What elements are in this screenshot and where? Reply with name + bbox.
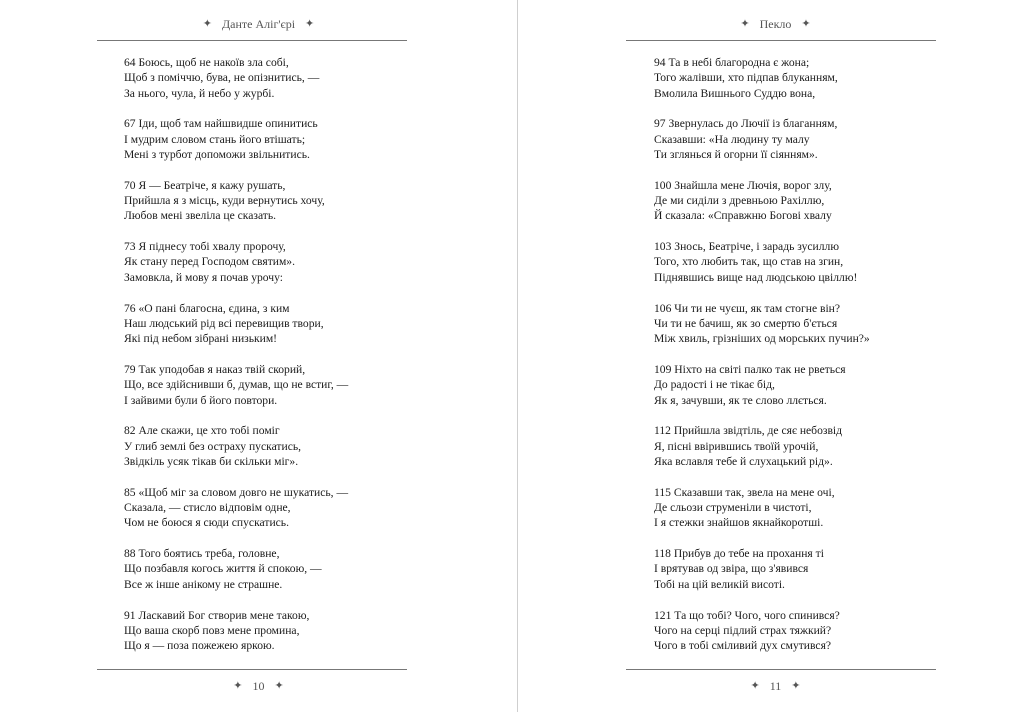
verse-line: 118 Прибув до тебе на прохання ті bbox=[654, 547, 824, 561]
verse-line: Що позбавля когось життя й спокою, — bbox=[124, 562, 322, 576]
verse-line: Мені з турбот допоможи звільнитись. bbox=[124, 147, 310, 161]
verse-line: 106 Чи ти не чуєш, як там стогне він? bbox=[654, 301, 841, 315]
verse-line: 112 Прийшла звідтіль, де сяє небозвід bbox=[654, 424, 843, 438]
verse-line: Яка вславля тебе й слухацький рід». bbox=[654, 454, 833, 468]
tercet bbox=[654, 485, 870, 531]
verse-line: Тобі на цій великій висоті. bbox=[654, 577, 785, 591]
tercet bbox=[654, 362, 870, 408]
verse-line: І врятував од звіра, що з'явився bbox=[654, 562, 809, 576]
verse-line: Щоб з поміччю, бува, не опізнитись, — bbox=[124, 71, 320, 85]
verse-line: Все ж інше анікому не страшне. bbox=[124, 577, 283, 591]
verse-line: Чого на серці підлий страх тяжкий? bbox=[654, 623, 832, 637]
verse-line: Піднявшись вище над людською цвіллю! bbox=[654, 270, 858, 284]
verse-line: Де сльози струменіли в чистоті, bbox=[654, 501, 812, 515]
tercet bbox=[124, 55, 348, 101]
poem-text-right bbox=[654, 55, 870, 669]
ornament-icon: ✦ bbox=[750, 680, 760, 692]
tercet bbox=[654, 301, 870, 347]
verse-line: 100 Знайшла мене Лючія, ворог злу, bbox=[654, 178, 832, 192]
tercet bbox=[654, 423, 870, 469]
running-head-left bbox=[0, 17, 517, 32]
right-page bbox=[517, 0, 1034, 712]
verse-line: Що ваша скорб повз мене промина, bbox=[124, 623, 300, 637]
tercet bbox=[654, 116, 870, 162]
verse-line: 76 «О пані благосна, єдина, з ким bbox=[124, 301, 290, 315]
verse-line: Я, пісні ввірившись твоїй урочій, bbox=[654, 439, 819, 453]
tercet bbox=[124, 423, 348, 469]
verse-line: 64 Боюсь, щоб не накоїв зла собі, bbox=[124, 56, 289, 69]
footer-rule bbox=[626, 669, 936, 670]
verse-line: 109 Ніхто на світі палко так не рветься bbox=[654, 362, 846, 376]
header-rule bbox=[97, 40, 407, 41]
page-number-right bbox=[517, 679, 1034, 694]
verse-line: Вмолила Вишнього Суддю вона, bbox=[654, 86, 816, 100]
verse-line: Наш людський рід всі перевищив твори, bbox=[124, 316, 324, 330]
verse-line: Де ми сиділи з древньою Рахіллю, bbox=[654, 194, 825, 208]
verse-line: До радості і не тікає бід, bbox=[654, 378, 775, 392]
verse-line: Що я — поза пожежею яркою. bbox=[124, 639, 275, 653]
verse-line: Сказала, — стисло відповім одне, bbox=[124, 501, 291, 515]
ornament-icon: ✦ bbox=[801, 18, 811, 30]
tercet bbox=[124, 608, 348, 654]
verse-line: 121 Та що тобі? Чого, чого спинився? bbox=[654, 608, 840, 622]
verse-line: Що, все здійснивши б, думав, що не встиг, — bbox=[124, 378, 349, 392]
verse-line: 70 Я — Беатріче, я кажу рушать, bbox=[124, 178, 286, 192]
page-number-left bbox=[0, 679, 517, 694]
verse-line: 88 Того боятись треба, головне, bbox=[124, 547, 280, 561]
verse-line: 67 Іди, щоб там найшвидше опинитись bbox=[124, 117, 318, 131]
header-rule bbox=[626, 40, 936, 41]
verse-line: Любов мені звеліла це сказать. bbox=[124, 209, 277, 223]
verse-line: Чи ти не бачиш, як зо смертю б'ється bbox=[654, 316, 838, 330]
verse-line: Між хвиль, грізніших од морських пучин?» bbox=[654, 332, 870, 346]
tercet bbox=[654, 546, 870, 592]
verse-line: Й сказала: «Справжню Богові хвалу bbox=[654, 209, 832, 223]
ornament-icon: ✦ bbox=[202, 18, 212, 30]
running-head-title: Пекло bbox=[759, 17, 792, 31]
ornament-icon: ✦ bbox=[791, 680, 801, 692]
verse-line: Які під небом зібрані низьким! bbox=[124, 332, 278, 346]
tercet bbox=[654, 608, 870, 654]
page-number: 11 bbox=[769, 679, 782, 693]
verse-line: Чом не боюся я сюди спускатись. bbox=[124, 516, 289, 530]
footer-rule bbox=[97, 669, 407, 670]
verse-line: Як я, зачувши, як те слово ллється. bbox=[654, 393, 827, 407]
ornament-icon: ✦ bbox=[233, 680, 243, 692]
verse-line: 79 Так уподобав я наказ твій скорий, bbox=[124, 362, 306, 376]
left-page bbox=[0, 0, 517, 712]
tercet bbox=[654, 55, 870, 101]
verse-line: Звідкіль усяк тікав би скільки міг». bbox=[124, 454, 299, 468]
verse-line: Як стану перед Господом святим». bbox=[124, 255, 295, 269]
verse-line: 91 Ласкавий Бог створив мене такою, bbox=[124, 608, 310, 622]
tercet bbox=[124, 362, 348, 408]
verse-line: Замовкла, й мову я почав урочу: bbox=[124, 270, 284, 284]
verse-line: 115 Сказавши так, звела на мене очі, bbox=[654, 485, 835, 499]
verse-line: Чого в тобі сміливий дух смутився? bbox=[654, 639, 832, 653]
ornament-icon: ✦ bbox=[305, 18, 315, 30]
verse-line: 73 Я піднесу тобі хвалу пророчу, bbox=[124, 240, 286, 254]
verse-line: 94 Та в небі благородна є жона; bbox=[654, 56, 810, 69]
verse-line: І я стежки знайшов якнайкоротші. bbox=[654, 516, 824, 530]
verse-line: 103 Знось, Беатріче, і зарадь зусиллю bbox=[654, 240, 839, 254]
ornament-icon: ✦ bbox=[274, 680, 284, 692]
ornament-icon: ✦ bbox=[740, 18, 750, 30]
verse-line: За нього, чула, й небо у журбі. bbox=[124, 86, 275, 100]
verse-line: І зайвими були б його повтори. bbox=[124, 393, 278, 407]
tercet bbox=[124, 546, 348, 592]
running-head-title: Данте Аліг'єрі bbox=[221, 17, 296, 31]
tercet bbox=[124, 178, 348, 224]
verse-line: 97 Звернулась до Лючії із благанням, bbox=[654, 117, 838, 131]
tercet bbox=[124, 301, 348, 347]
verse-line: Ти зглянься й огорни її сіянням». bbox=[654, 147, 818, 161]
page-number: 10 bbox=[252, 679, 265, 693]
verse-line: Того жалівши, хто підпав блуканням, bbox=[654, 71, 838, 85]
running-head-right bbox=[517, 17, 1034, 32]
verse-line: Того, хто любить так, що став на згин, bbox=[654, 255, 844, 269]
tercet bbox=[124, 116, 348, 162]
verse-line: 82 Але скажи, це хто тобі поміг bbox=[124, 424, 280, 438]
poem-text-left bbox=[124, 55, 348, 669]
verse-line: Прийшла я з місць, куди вернутись хочу, bbox=[124, 194, 325, 208]
verse-line: 85 «Щоб міг за словом довго не шукатись, — bbox=[124, 485, 349, 499]
verse-line: Сказавши: «На людину ту малу bbox=[654, 132, 810, 146]
tercet bbox=[124, 239, 348, 285]
verse-line: І мудрим словом стань його втішать; bbox=[124, 132, 306, 146]
tercet bbox=[124, 485, 348, 531]
tercet bbox=[654, 239, 870, 285]
tercet bbox=[654, 178, 870, 224]
verse-line: У глиб землі без остраху пускатись, bbox=[124, 439, 302, 453]
